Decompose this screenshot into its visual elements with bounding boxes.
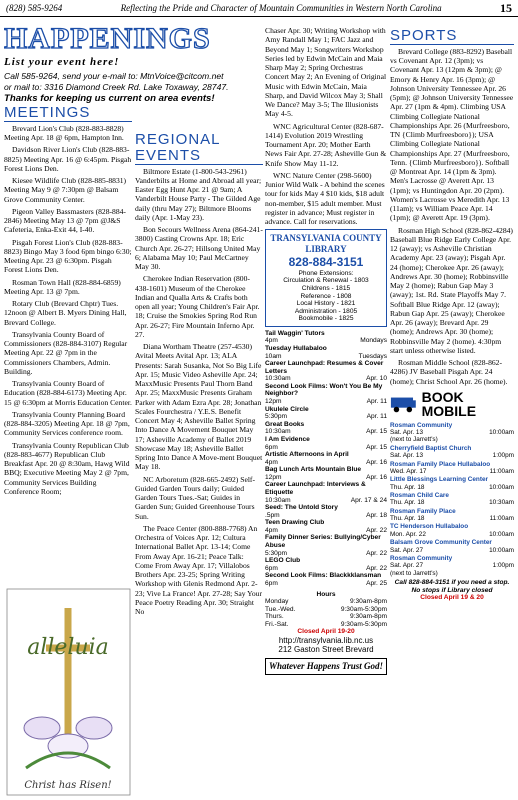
library-extensions — [269, 270, 383, 323]
library-event-row — [265, 428, 387, 436]
bookmobile-stop-time: 10:00am — [489, 546, 514, 554]
sports-heading: SPORTS — [390, 28, 514, 45]
library-event-row — [265, 330, 387, 338]
meeting-item: Transylvania County Board of Commissioners (828-884-3107) Regular Meeting Apr. 22 @ 7pm in the Commissioners Chambers, Admin. Building. — [4, 329, 128, 376]
bookmobile-footer: Call 828-884-3151 if you need a stop. No stops if Library closed — [394, 578, 510, 594]
library-event-text: 10:30am — [265, 428, 291, 436]
library-event-text: 6pm — [265, 564, 278, 572]
library-event-row — [265, 527, 387, 535]
library-event-row — [265, 466, 387, 474]
bookmobile-stop-row — [390, 484, 514, 491]
bookmobile-stop-row — [390, 538, 514, 546]
library-event-text: Ukulele Circle — [265, 405, 309, 413]
regional-item: WNC Nature Center (298-5600) Junior Wild Walk - A behind the scenes tour for kids May 4 $10 kids, $18 adult non-member, $15 adult member. Must register in advance; Must register in advance. Call for reservations. — [265, 170, 385, 226]
library-event-text: 6pm — [265, 579, 278, 587]
regional-item: Biltmore Estate (1-800-543-2961) Vanderbilts at Home and Abroad all year; Easter Egg Hunt Apr. 21 @ 9am; A Vanderbilt House Party - The Gilded Age daily (thru May 27); Biltmore Blooms daily (Apr. 1-May 23). — [135, 166, 262, 222]
bookmobile-stop-text: Cherryfield Baptist Church — [390, 444, 472, 452]
bookmobile-stop-row — [390, 491, 514, 499]
library-event-text: 12pm — [265, 473, 282, 481]
meeting-item: Pigeon Valley Bassmasters (828-884-2846) Meeting May 13 @ 7pm @J&S Cafeteria, Enka-Exit 44, I-40. — [4, 206, 126, 235]
library-event-row — [265, 345, 387, 353]
bookmobile-stop-text: Thu. Apr. 18 — [390, 499, 425, 507]
call-info-line: or mail to: 3316 Diamond Creek Rd. Lake Toxaway, 28747. — [4, 82, 229, 93]
bookmobile-stop-row — [390, 547, 514, 554]
header-tagline: Reflecting the Pride and Character of Mountain Communities in Western North Carolina — [120, 2, 442, 13]
regional-heading: REGIONAL EVENTS — [135, 132, 263, 165]
library-event-text: Career Launchpad: Interviews & Etiquette — [265, 481, 366, 496]
hours-day: Tue.-Wed. — [265, 605, 296, 613]
library-event-date: Apr. 22 — [366, 564, 387, 572]
library-event-text: Great Books — [265, 420, 305, 428]
meeting-item: Transylvania County Planning Board (828-884-3205) Meeting Apr. 18 @ 7pm, Community Services conference room. — [4, 409, 130, 438]
library-hours — [265, 591, 387, 655]
bookmobile-stop-row — [390, 452, 514, 459]
bookmobile-stop-row — [390, 429, 514, 436]
bookmobile-stop-text: (next to Jarrett's) — [390, 569, 438, 577]
hours-row — [265, 606, 387, 614]
library-name: TRANSYLVANIA COUNTY LIBRARY — [270, 233, 382, 255]
library-event-row — [265, 534, 387, 549]
meeting-item: Kiesee Wildlife Club (828-885-8831) Meeting May 9 @ 7:30pm @ Balsam Grove Community Center. — [4, 176, 127, 204]
bookmobile-stop-row — [390, 522, 514, 530]
bookmobile-stop-time: 11:00am — [489, 515, 514, 523]
hours-row — [265, 613, 387, 621]
happenings-title: HAPPENINGS — [4, 22, 211, 55]
bookmobile-stop-row — [390, 531, 514, 538]
bookmobile-stops — [390, 421, 514, 577]
bookmobile-stop-text: Rosman Community — [390, 554, 453, 562]
bookmobile-stop-row — [390, 444, 514, 452]
bookmobile-stop-row — [390, 475, 514, 483]
meeting-item: Transylvania County Republican Club (828-883-4677) Republican Club Breakfast Apr. 20 @ 8:30am, Hawg Wild BBQ; Executive Meeting May 2 @ 7pm, Community Services Building Conference Room; — [4, 440, 130, 496]
library-event-date: Mondays — [360, 337, 387, 345]
regional-item: NC Arboretum (828-665-2492) Self-Guided Garden Tours daily; Guided Garden Tours Tues.-Sat; Guides in Garden Sun; Guided Greenhouse Tours Sun. — [135, 474, 255, 521]
bookmobile-stop-text: Sat. Apr. 27 — [390, 546, 424, 554]
library-event-date: Apr. 25 — [366, 579, 387, 587]
library-event-text: Seed: The Untold Story — [265, 504, 338, 512]
bookmobile-title: BOOK MOBILE — [421, 388, 477, 419]
library-event-date: Apr. 18 — [366, 511, 387, 519]
hours-time: 9:30am-8pm — [349, 613, 387, 621]
library-event-row — [265, 497, 387, 505]
library-event-row — [265, 481, 387, 496]
header-phone: (828) 585-9264 — [6, 2, 63, 13]
bookmobile-stop-text: Mon. Apr. 22 — [390, 530, 426, 538]
extension-line: Reference - 1808 — [300, 292, 352, 300]
library-event-row — [265, 360, 387, 375]
library-event-text: I Am Evidence — [265, 435, 310, 443]
bookmobile-stop-time: 1:00pm — [492, 562, 514, 570]
bookmobile-stop-time: 10:00am — [489, 483, 514, 491]
bookmobile-stop-time: 1:00pm — [492, 452, 514, 460]
library-event-row — [265, 504, 387, 512]
bookmobile-stop-row — [390, 515, 514, 522]
library-event-text: Second Look Films: Won't You Be My Neighbor? — [265, 382, 383, 398]
library-event-date: Apr. 15 — [366, 428, 387, 436]
call-info-thanks: Thanks for keeping us current on area events! — [4, 92, 215, 104]
regional-item: Diana Wortham Theatre (257-4530) Avital Meets Avital Apr. 13; ALA Presents: Sarah Susanka, Not So Big Life Apr. 15; Music Video Asheville Apr. 24; MaxxMusic Presents Paul Thorn Band Apr. 25; MaxxMusic Presents Graham Parker with Adam Ezra Apr. 28; Jonathan Scales Fourchestra / Y.E.S. Benefit Concert May 4; Asheville Ballet Spring Into Dance A Movement Bouquet May 17; Asheville Academy of Ballet 2019 Showcase May 18; Asheville Ballet Spring Into Dance A Move-ment Bouquet May 18. — [135, 342, 263, 472]
bookmobile-stop-text: Wed. Apr. 17 — [390, 467, 427, 475]
hours-day: Thurs. — [265, 613, 284, 621]
library-address: 212 Gaston Street Brevard — [278, 645, 374, 655]
meeting-item: Davidson River Lion's Club (828-883-8825) Meeting Apr. 16 @ 6:45pm. Pisgah Forest Lions Den. — [4, 145, 132, 173]
library-event-row — [265, 421, 387, 429]
extension-line: Childrens - 1815 — [301, 284, 351, 292]
library-event-text: 4pm — [265, 526, 278, 534]
library-event-date: Apr. 10 — [366, 375, 387, 383]
library-event-row — [265, 436, 387, 444]
sports-column — [390, 26, 514, 602]
library-event-date: Apr. 11 — [366, 398, 387, 406]
library-event-row — [265, 459, 387, 467]
regional-item: WNC Agricultural Center (828-687-1414) Evolution 2019 Wrestling Tournament Apr. 20; Mother Earth News Fair Apr. 27-28; Asheville Gun & Knife Show May 11-12. — [265, 121, 387, 168]
library-event-text: 5:30pm — [265, 413, 287, 421]
library-event-text: LEGO Club — [265, 557, 301, 565]
library-event-date: Apr. 15 — [366, 443, 387, 451]
regional-item: Bon Secours Wellness Arena (864-241-3800) Casting Crowns Apr. 18; Eric Church Apr. 26-27; Hillsong United May 6; Alabama May 10; Paul McCartney May 30. — [135, 225, 263, 271]
library-event-date: Apr. 16 — [366, 473, 387, 481]
bookmobile-stop-text: Sat. Apr. 13 — [390, 452, 424, 460]
library-event-text: 4pm — [265, 337, 278, 345]
meeting-item: Rotary Club (Brevard Chptr) Tues. 12noon @ Albert B. Myers Dining Hall, Brevard College. — [4, 299, 127, 327]
library-event-text: Tuesday Hullabaloo — [265, 345, 327, 353]
bookmobile-stop-text: Rosman Community — [390, 421, 453, 429]
bookmobile-stop-text: Thu. Apr. 18 — [390, 515, 425, 523]
hours-time: 9:30am-8pm — [349, 598, 387, 606]
sports-item: Rosman Middle School (828-862-4286) JV Baseball Pisgah Apr. 24 (home); Christ School Apr. 26 (home). — [390, 358, 508, 386]
extension-line: Circulation & Renewal - 1803 — [283, 277, 369, 285]
library-event-row — [265, 512, 387, 520]
library-event-date: Apr. 22 — [366, 549, 387, 557]
bookmobile-stop-row — [390, 570, 514, 577]
library-event-date: Tuesdays — [358, 352, 387, 360]
library-event-text: Family Dinner Series: Bullying/Cyber Abuse — [265, 534, 381, 550]
hours-time: 9:30am-5:30pm — [340, 605, 387, 613]
bookmobile-stop-row — [390, 554, 514, 562]
alleluia-text: alleluia — [27, 635, 109, 660]
extension-line: Bookmobile - 1825 — [298, 315, 354, 323]
easter-lily-graphic — [6, 588, 131, 796]
library-event-row — [265, 519, 387, 527]
column-three — [265, 26, 387, 675]
library-phone: 828-884-3151 — [288, 255, 364, 270]
page-number: 15 — [499, 0, 512, 15]
sports-item: Rosman High School (828-862-4284) Baseball Blue Ridge Early College Apr. 12 (away); vs Asheville Christian Academy Apr. 23 (away); Pisgah Apr. 24 (home); Cherokee Apr. 26 (away); Andrews Apr. 30 (home); Robbinsville May 2 (home); Rabun Gap May 3 (away); 1st. Rd. State Playoffs May 7. Softball Blue Ridge Apr. 12 (away); Rabun Gap Apr. 25 (away); Cherokee Apr. 26 (away); Brevard Apr. 29 (home); Andrews Apr. 30 (home); Robbinsville May 2 (home). 4:30pm start unless otherwise listed. — [390, 225, 513, 355]
library-event-row — [265, 474, 387, 482]
bookmobile-stop-text: Sat. Apr. 13 — [390, 429, 424, 437]
library-event-row — [265, 413, 387, 421]
library-event-row — [265, 375, 387, 383]
library-event-text: Bag Lunch Arts Mountain Blue — [265, 466, 362, 474]
library-event-row — [265, 451, 387, 459]
library-event-text: .5pm — [265, 511, 280, 519]
library-event-row — [265, 398, 387, 406]
library-events — [265, 330, 387, 588]
bookmobile-stop-row — [390, 436, 514, 443]
library-closed: Closed April 19-20 — [297, 628, 355, 636]
meeting-item: Rosman Town Hall (828-884-6859) Meeting Apr. 13 @ 7pm. — [4, 277, 121, 296]
meetings-heading: MEETINGS — [4, 105, 132, 122]
easter-caption: Christ has Risen! — [24, 780, 112, 791]
library-event-text: 6pm — [265, 443, 278, 451]
bookmobile-stop-time: 10:00am — [489, 429, 514, 437]
library-event-row — [265, 565, 387, 573]
library-event-row — [265, 550, 387, 558]
library-event-text: 12pm — [265, 398, 282, 406]
library-url[interactable]: http://transylvania.lib.nc.us — [278, 635, 374, 645]
bookmobile-stop-row — [390, 507, 514, 515]
meetings-column — [4, 103, 132, 499]
hours-row — [265, 598, 387, 606]
call-info-line: Call 585-9264, send your e-mail to: MtnVoice@citcom.net — [4, 71, 224, 82]
bookmobile-stop-text: Rosman Family Place Hullabaloo — [390, 460, 491, 468]
bookmobile-stop-row — [390, 468, 514, 475]
page-header — [0, 0, 518, 17]
meeting-item: Transylvania County Board of Education (828-884-6173) Meeting Apr. 15 @ 6:30pm at Morris Education Center. — [4, 379, 132, 407]
library-event-text: Tail Waggin' Tutors — [265, 329, 325, 337]
bookmobile-stop-text: Rosman Child Care — [390, 491, 449, 499]
hours-time: 9:30am-5:30pm — [340, 620, 387, 628]
library-event-date: Apr. 11 — [366, 413, 387, 421]
meeting-item: Pisgah Forest Lion's Club (828-883-8823) Bingo May 3 food 6pm bingo 6:30; Meeting Apr. 23 @ 6:30pm. Pisgah Forest Lions Den. — [4, 237, 132, 275]
library-event-row — [265, 383, 387, 398]
list-event-subtitle: List your event here! — [4, 56, 120, 68]
library-event-text: 4pm — [265, 458, 278, 466]
extension-line: Local History - 1821 — [296, 300, 356, 308]
library-event-text: Second Look Films: Blackkklansman — [265, 572, 382, 580]
extension-line: Phone Extensions: — [298, 269, 354, 277]
library-event-row — [265, 572, 387, 580]
bookmobile-header — [390, 390, 514, 418]
bookmobile-stop-text: Rosman Family Place — [390, 507, 456, 515]
regional-column — [135, 130, 263, 619]
library-event-text: 10:30am — [265, 496, 291, 504]
meeting-item: Brevard Lion's Club (828-883-8828) Meeting Apr. 18 @ 6pm, Hampton Inn. — [4, 123, 124, 142]
regional-item: Cherokee Indian Reservation (800-438-1601) Museum of the Cherokee Indian and Qualla Arts & Crafts both open all year; Young Children's Fair Apr. 18; Cruise the Smokies Spring Rod Run Apr. 26-27; Fire Mountain Inferno Apr. 27. — [135, 274, 260, 339]
extension-line: Administration - 1805 — [294, 307, 358, 315]
hours-table — [265, 598, 387, 628]
library-event-row — [265, 337, 387, 345]
library-event-text: Artistic Afternoons in April — [265, 451, 349, 459]
bookmobile-stop-time: 10:00am — [489, 530, 514, 538]
bookmobile-stop-time: 11:00am — [489, 467, 514, 475]
hours-row — [265, 621, 387, 629]
bookmobile-stop-text: (next to Jarrett's) — [390, 436, 438, 444]
library-event-text: 5:30pm — [265, 549, 287, 557]
hours-title: Hours — [316, 590, 336, 598]
library-event-row — [265, 580, 387, 588]
library-event-row — [265, 353, 387, 361]
bookmobile-stop-text: Sat. Apr. 27 — [390, 562, 424, 570]
library-event-date: Apr. 17 & 24 — [350, 496, 387, 504]
bookmobile-closed: Closed April 19 & 20 — [420, 594, 484, 602]
bookmobile-stop-text: Little Blessings Learning Center — [390, 476, 489, 484]
bookmobile-stop-row — [390, 460, 514, 468]
bookmobile-stop-text: Thu. Apr. 18 — [390, 483, 425, 491]
library-event-date: Apr. 22 — [366, 526, 387, 534]
bookmobile-stop-text: TC Henderson Hullabaloo — [390, 523, 469, 531]
column-meetings — [4, 20, 262, 105]
bookmobile-stop-row — [390, 421, 514, 429]
bookmobile-stop-time: 10:30am — [489, 499, 514, 507]
library-event-date: Apr. 16 — [366, 458, 387, 466]
library-event-text: Career Launchpad: Resumes & Cover Letters — [265, 360, 384, 375]
hours-day: Fri.-Sat. — [265, 620, 289, 628]
library-event-row — [265, 444, 387, 452]
whatever-happens-box: Whatever Happens Trust God! — [265, 658, 387, 675]
bookmobile-stop-row — [390, 562, 514, 569]
sports-item: Brevard College (883-8292) Baseball vs Covenant Apr. 12 (3pm); vs Covenant Apr. 13 (12pm & 3pm); @ Emory & Henry Apr. 16 (3pm); @ Johnson University Tennessee Apr. 26 (5pm); @ Johnson University Tennessee Apr. 27 (1pm & 4pm). Climbing USA Climbing Collegiate National Championships Apr. 26 (Murfreesboro, TN {Climb Murfreesboro}); USA Climbing Collegiate National Championships Apr. 27 (Murfreesboro, Tenn. {Climb Murfreesboro}). Softball @ Montreat Apr. 14 (1pm & 3pm). Men's Lacrosse @ Averett Apr. 13 (1pm); vs Huntingdon Apr. 20 (2pm). Women's Lacrosse vs Meredith Apr. 13 (11am); vs William Peace Apr. 14 (1pm); @ Averett Apr. 19 (3pm). — [390, 46, 514, 223]
library-event-text: 10:30am — [265, 375, 291, 383]
library-event-row — [265, 557, 387, 565]
hours-day: Monday — [265, 598, 289, 606]
regional-item: The Peace Center (800-888-7768) An Orchestra of Voices Apr. 12; Cultura International Ballet Apr. 13-14; Come From Away Apr. 16-21; Peace Talk: Come From Away Apr. 17; Villalobos Brothers Apr. 23-25; Spring Writing Workshop with Glenis Redmond Apr. 2-23; Vive La France! Apr. 27-28; Say Your Peace Poetry Reading Apr. 30; Straight No — [135, 523, 263, 616]
bookmobile-icon — [390, 394, 418, 414]
library-event-row — [265, 406, 387, 414]
bookmobile-stop-text: Balsam Grove Community Center — [390, 539, 492, 547]
regional-item-continued: Chaser Apr. 30; Writing Workshop with Amy Randall May 1; FAC Jazz and Beyond May 1; Songwriters Workshop Series led by Edwin McCain and Maia Sharp May 2; Spring Orchestras Concert May 2; An Evening of Original Music with Edwin McCain, Maia Sharp, and David Wilcox May 3; Shall We Dance? May 3-5; The Illusionists May 4-5. — [265, 26, 387, 119]
library-event-text: 10am — [265, 352, 282, 360]
library-box — [265, 229, 387, 327]
bookmobile-stop-row — [390, 499, 514, 506]
library-event-text: Teen Drawing Club — [265, 519, 325, 527]
call-info — [4, 71, 262, 104]
